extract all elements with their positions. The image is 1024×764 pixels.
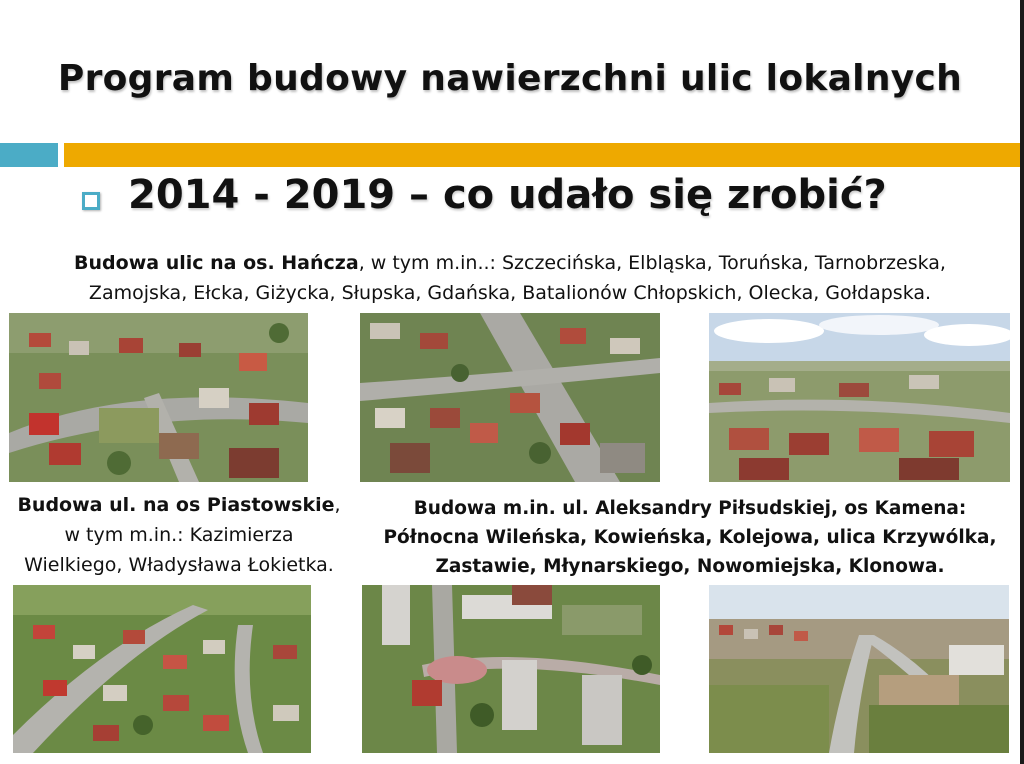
hancza-line-1 xyxy=(30,248,990,278)
hancza-line-2: Zamojska, Ełcka, Giżycka, Słupska, Gdańska, Batalionów Chłopskich, Olecka, Gołdapska. xyxy=(88,282,932,304)
kamena-line-3: Zastawie, Młynarskiego, Nowomiejska, Klonowa. xyxy=(435,556,945,577)
slide-title: Program budowy nawierzchni ulic lokalnych xyxy=(57,58,963,99)
piastowskie-line-1-rest: , xyxy=(334,494,341,516)
hancza-description xyxy=(30,248,990,308)
piastowskie-caption xyxy=(4,490,354,580)
accent-bar-blue xyxy=(0,143,58,167)
piastowskie-line-2: w tym m.in.: Kazimierza xyxy=(64,524,294,546)
kamena-line-2: Północna Wileńska, Kowieńska, Kolejowa, ulica Krzywólka, xyxy=(383,527,997,548)
slide-subtitle: 2014 - 2019 – co udało się zrobić? xyxy=(128,172,887,218)
aerial-photo-hancza-2 xyxy=(360,313,660,482)
kamena-line-1: Budowa m.in. ul. Aleksandry Piłsudskiej, os Kamena: xyxy=(413,498,967,519)
aerial-photo-piastowskie xyxy=(13,585,311,753)
aerial-photo-hancza-3 xyxy=(709,313,1010,482)
hancza-line-1-rest: , w tym m.in..: Szczecińska, Elbląska, Toruńska, Tarnobrzeska, xyxy=(358,252,946,274)
aerial-photo-kamena-2 xyxy=(709,585,1009,753)
slide-right-border xyxy=(1020,0,1024,764)
accent-bar-gold xyxy=(64,143,1020,167)
kamena-caption xyxy=(372,494,1008,581)
piastowskie-line-3: Wielkiego, Władysława Łokietka. xyxy=(24,554,334,576)
aerial-photo-kamena-1 xyxy=(362,585,660,753)
piastowskie-bold: Budowa ul. na os Piastowskie xyxy=(17,494,335,516)
square-bullet-icon xyxy=(82,192,100,210)
aerial-photo-hancza-1 xyxy=(9,313,308,482)
hancza-bold: Budowa ulic na os. Hańcza xyxy=(74,252,359,274)
piastowskie-line-1 xyxy=(4,490,354,520)
